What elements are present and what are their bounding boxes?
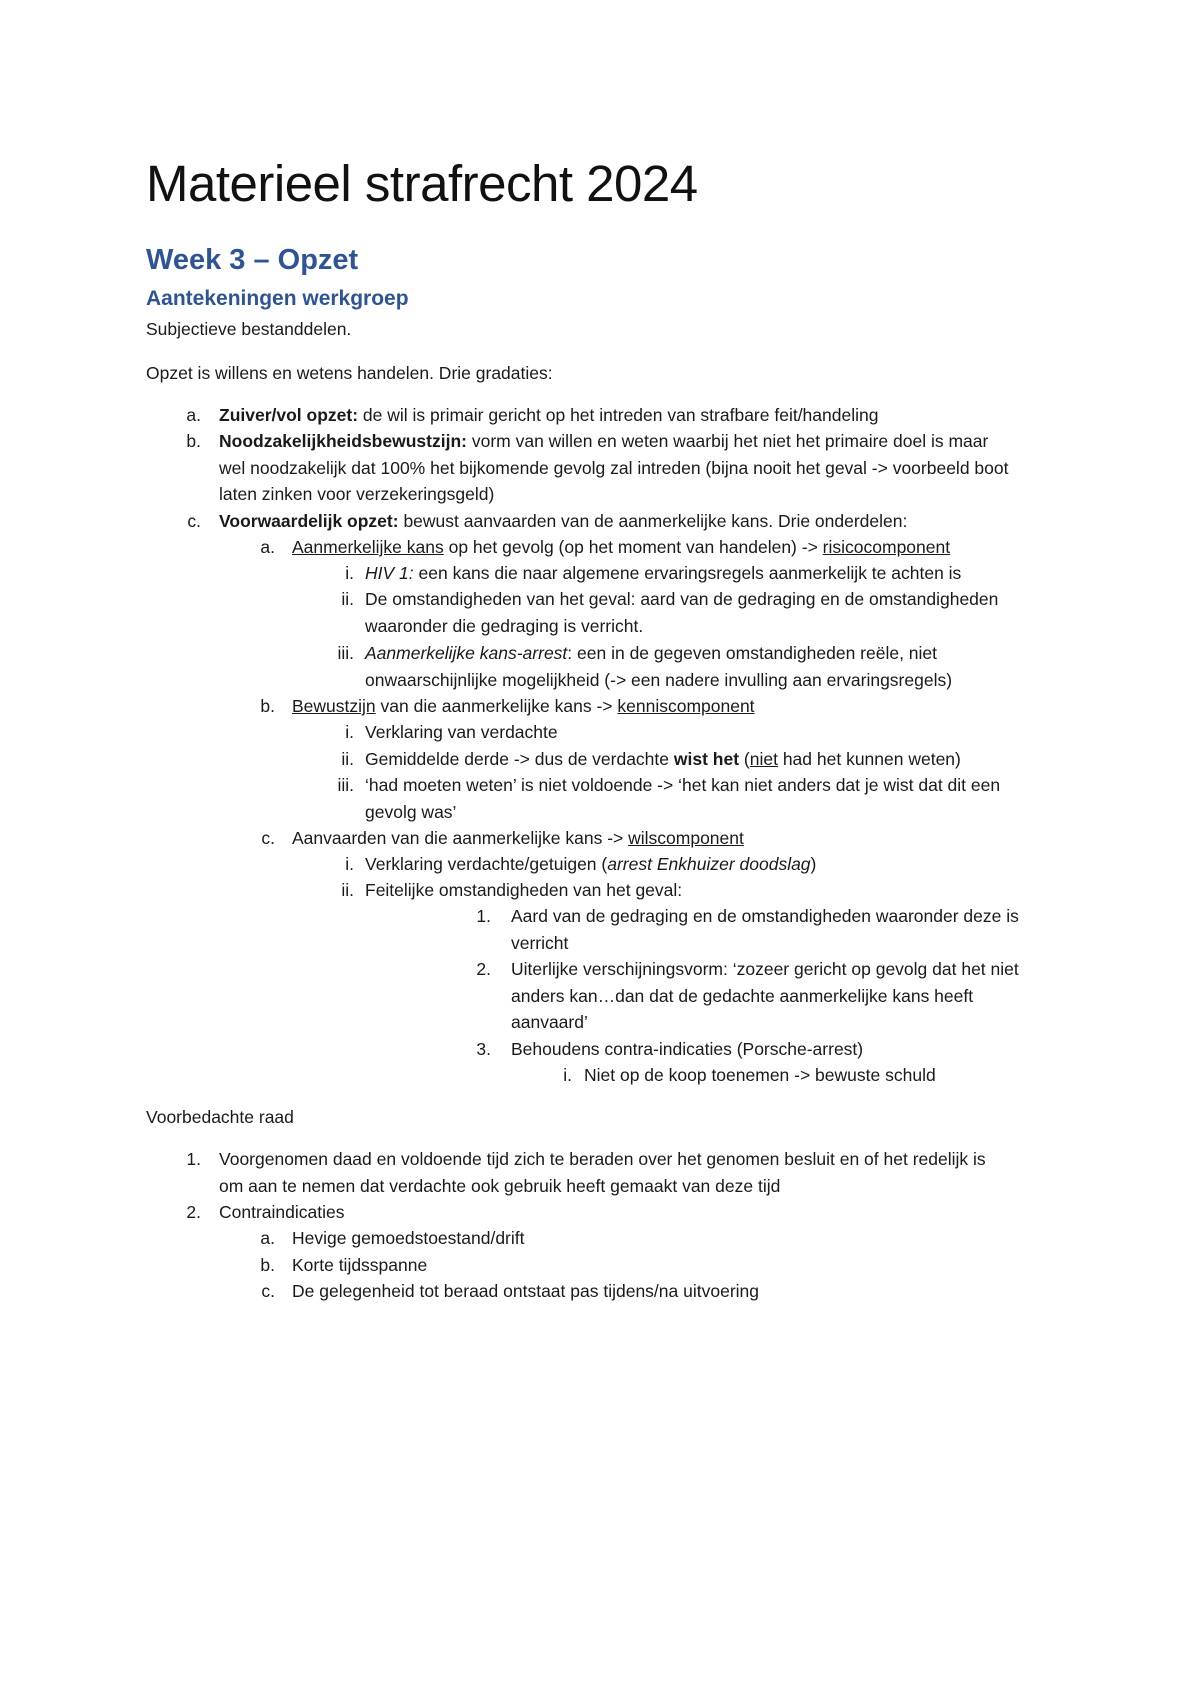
voorbedachte-heading: Voorbedachte raad [146, 1107, 294, 1127]
section-heading: Aantekeningen werkgroep [146, 287, 409, 310]
subtitle-text: Subjectieve bestanddelen. [146, 319, 352, 339]
document-title: Materieel strafrecht 2024 [146, 155, 698, 212]
document-content: Materieel strafrecht 2024 Week 3 – Opzet Aantekeningen werkgroep Subjectieve bestanddelen. Opzet is willens en wetens handelen. Drie gradaties: a. Zuiver/vol opzet: de wil is primair gericht op het intreden van strafbare feit/handeling b. Noodzakelijkheidsbewustzijn: vorm van willen en weten waarbij het niet het primaire doel is maar wel noodzakelijk dat 100% het bijkomende gevolg zal intreden (bijna nooit het geval -> voorbeeld boot laten zinken voor verzekeringsgeld) c. Voorwaardelijk opzet: bewust aanvaarden van de aanmerkelijke kans. Drie onderdelen: a. Aanmerkelijke kans op het gevolg (op het moment van handelen) -> risicocomponent i. HIV 1: een kans die naar algemene ervaringsregels aanmerkelijk te achten is ii. De omstandigheden van het geval: aard van de gedraging en de omstandigheden waaronder die gedraging is verricht. iii. Aanmerkelijke kans-arrest: een in de gegeven omstandigheden reële, niet onwaarschijnlijke mogelijkheid (-> een nadere invulling aan ervaringsregels) b. Bewustzijn van die aanmerkelijke kans -> kenniscomponent i. Verklaring van verdachte ii. Gemiddelde derde -> dus de verdachte wist het (niet had het kunnen weten) iii. ‘had moeten weten’ is niet voldoende -> ‘het kan niet anders dat je wist dat dit een gevolg was’ c. Aanvaarden van die aanmerkelijke kans -> wilscomponent i. Verklaring verdachte/getuigen (arrest Enkhuizer doodslag) ii. Feitelijke omstandigheden van het geval: 1. Aard van de gedraging en de omstandigheden waaronder deze is verricht 2. Uiterlijke verschijningsvorm: ‘zozeer gericht op gevolg dat het niet anders kan…dan dat de gedachte aanmerkelijke kans heeft aanvaard’ 3. Behoudens contra-indicaties (Porsche-arrest) i. Niet op de koop toenemen -> bewuste schuld Voorbedachte raad 1. Voorgenomen daad en voldoende tijd zich te beraden over het genomen besluit en of het redelijk is om aan te nemen dat verdachte ook gebruik heeft gemaakt van deze tijd 2. Contraindicaties a. Hevige gemoedstoestand/drift b. Korte tijdsspanne c. De gelegenheid tot beraad ontstaat pas tijdens/na uitvoering [146, 150, 1066, 218]
week-heading: Week 3 – Opzet [146, 244, 359, 276]
intro-text: Opzet is willens en wetens handelen. Drie gradaties: [146, 363, 553, 383]
